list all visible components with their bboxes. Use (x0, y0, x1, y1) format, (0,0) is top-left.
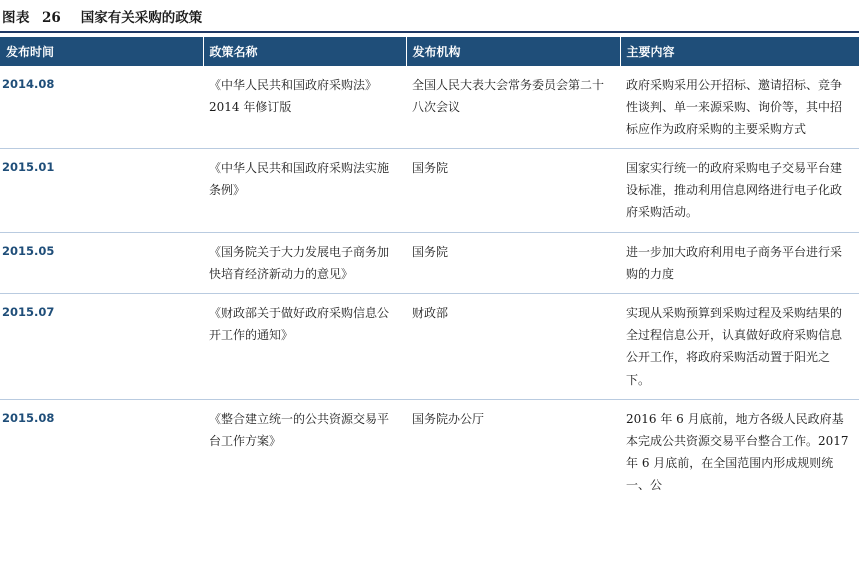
cell-date: 2015.08 (2, 410, 55, 425)
cell-policy-name: 《国务院关于大力发展电子商务加快培育经济新动力的意见》 (203, 232, 406, 293)
cell-agency: 全国人民大表大会常务委员会第二十八次会议 (406, 66, 620, 149)
table-row (0, 232, 859, 293)
cell-content: 2016 年 6 月底前，地方各级人民政府基本完成公共资源交易平台整合工作。2017 年 6 月底前，在全国范围内形成规则统一、公 (626, 411, 849, 493)
policy-table (0, 37, 859, 505)
cell-date: 2015.07 (0, 294, 203, 400)
cell-content: 进一步加大政府利用电子商务平台进行采购的力度 (620, 232, 859, 293)
cell-policy-name: 《中华人民共和国政府采购法实施条例》 (203, 149, 406, 233)
cell-policy-name: 《财政部关于做好政府采购信息公开工作的通知》 (203, 294, 406, 400)
table-body (0, 66, 859, 505)
figure-title (0, 0, 859, 31)
column-header-policy-name: 政策名称 (203, 37, 406, 66)
cell-agency: 财政部 (406, 294, 620, 400)
cell-policy-name: 《中华人民共和国政府采购法》2014 年修订版 (203, 66, 406, 149)
table-row (0, 66, 859, 149)
figure-title-text: 国家有关采购的政策 (80, 10, 203, 26)
table-header (0, 37, 859, 66)
figure-title-label: 图表 (2, 10, 30, 26)
cell-agency: 国务院办公厅 (412, 411, 485, 426)
figure-title-number: 26 (42, 10, 61, 26)
cell-content: 实现从采购预算到采购过程及采购结果的全过程信息公开，认真做好政府采购信息公开工作，将政府采购活动置于阳光之下。 (620, 294, 859, 400)
table-row (0, 294, 859, 400)
column-header-date: 发布时间 (0, 37, 203, 66)
table-row (0, 399, 859, 504)
column-header-agency: 发布机构 (406, 37, 620, 66)
cell-content: 政府采购采用公开招标、邀请招标、竞争性谈判、单一来源采购、询价等，其中招标应作为政府采购的主要采购方式 (620, 66, 859, 149)
cell-date: 2014.08 (0, 66, 203, 149)
column-header-content: 主要内容 (620, 37, 859, 66)
cell-content: 国家实行统一的政府采购电子交易平台建设标准，推动利用信息网络进行电子化政府采购活动。 (620, 149, 859, 233)
table-row (0, 149, 859, 233)
cell-agency: 国务院 (406, 149, 620, 233)
cell-date: 2015.01 (0, 149, 203, 233)
cell-date: 2015.05 (0, 232, 203, 293)
cell-agency: 国务院 (406, 232, 620, 293)
title-divider (0, 31, 859, 33)
table-header-row (0, 37, 859, 66)
cell-policy-name: 《整合建立统一的公共资源交易平台工作方案》 (209, 411, 390, 448)
